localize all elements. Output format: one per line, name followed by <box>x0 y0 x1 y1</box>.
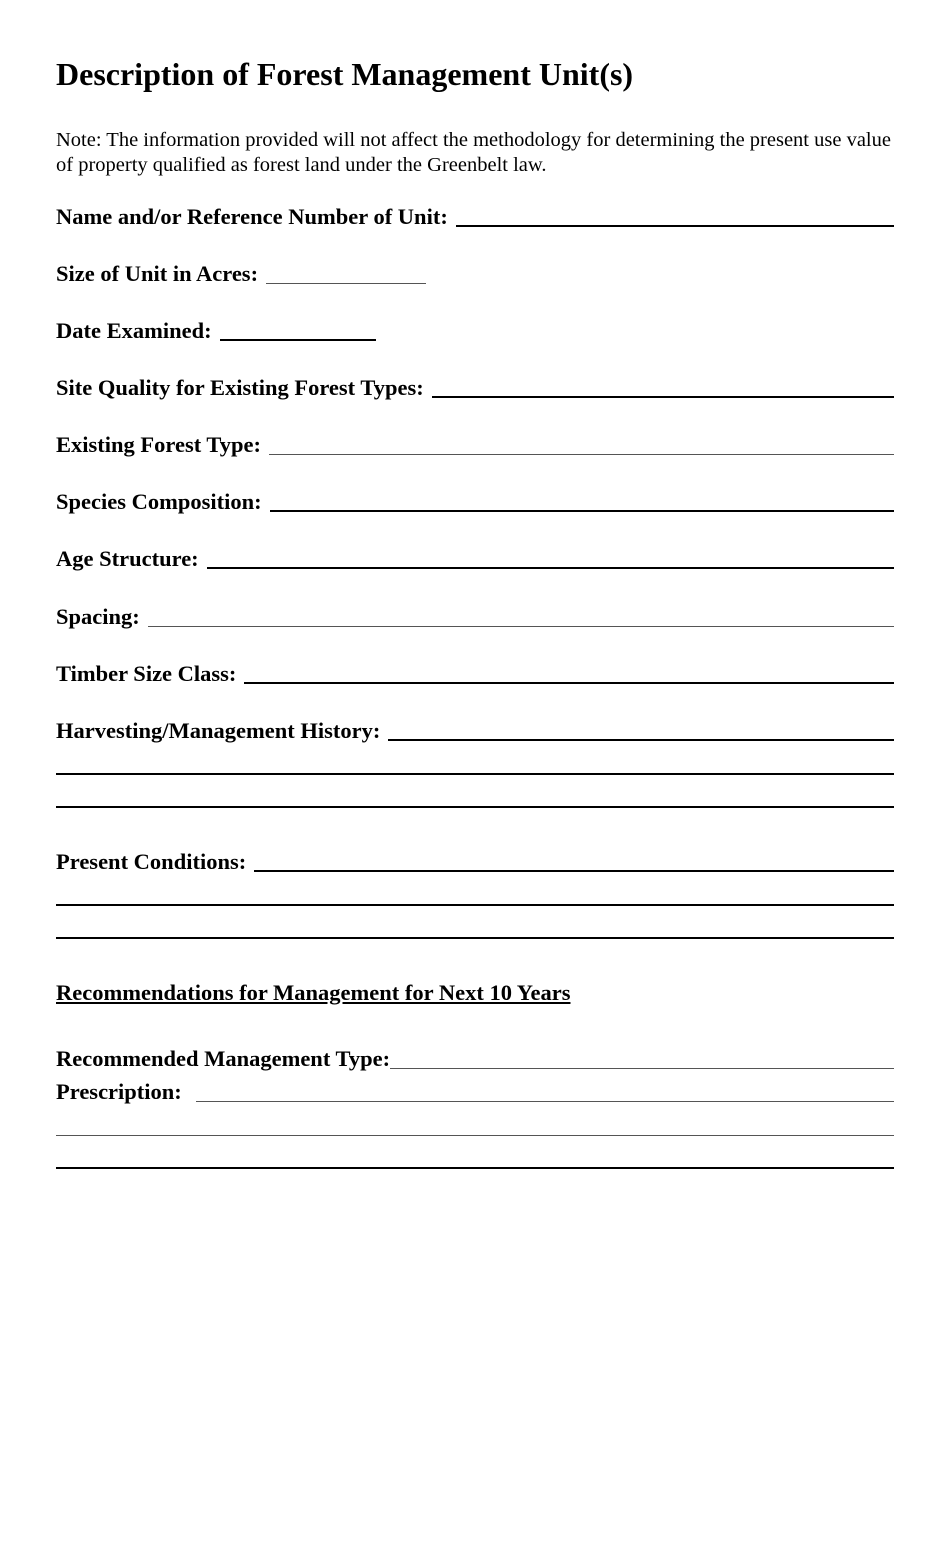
harvesting-input-line[interactable] <box>388 739 894 741</box>
field-label: Name and/or Reference Number of Unit: <box>56 204 448 229</box>
field-label: Prescription: <box>56 1079 182 1104</box>
forest-type-input-line[interactable] <box>269 454 894 455</box>
recommendations-heading: Recommendations for Management for Next 10 Years <box>56 980 571 1005</box>
field-label: Size of Unit in Acres: <box>56 261 259 286</box>
prescription-extra-line[interactable] <box>56 1167 894 1169</box>
unit-name-input-line[interactable] <box>456 225 894 227</box>
species-input-line[interactable] <box>270 510 894 512</box>
field-harvesting <box>56 714 894 744</box>
field-size <box>56 257 894 287</box>
field-present <box>56 845 894 875</box>
harvesting-extra-line[interactable] <box>56 773 894 775</box>
present-extra-line[interactable] <box>56 937 894 939</box>
field-label: Present Conditions: <box>56 849 247 874</box>
field-management-type <box>56 1042 894 1072</box>
field-label: Recommended Management Type: <box>56 1046 391 1071</box>
field-label: Age Structure: <box>56 546 199 571</box>
harvesting-extra-line[interactable] <box>56 806 894 808</box>
field-species <box>56 485 894 515</box>
field-date <box>56 314 894 344</box>
field-label: Existing Forest Type: <box>56 432 262 457</box>
present-extra-line[interactable] <box>56 904 894 906</box>
field-forest-type <box>56 428 894 458</box>
present-input-line[interactable] <box>254 870 894 872</box>
prescription-extra-line[interactable] <box>56 1135 894 1136</box>
field-label: Date Examined: <box>56 318 212 343</box>
field-unit-name <box>56 200 894 230</box>
field-site-quality <box>56 371 894 401</box>
spacing-input-line[interactable] <box>148 626 894 627</box>
field-spacing <box>56 600 894 630</box>
date-input-line[interactable] <box>220 339 376 341</box>
field-prescription <box>56 1075 894 1105</box>
prescription-input-line[interactable] <box>196 1101 894 1102</box>
field-label: Spacing: <box>56 604 140 629</box>
field-label: Harvesting/Management History: <box>56 718 381 743</box>
field-timber <box>56 657 894 687</box>
site-quality-input-line[interactable] <box>432 396 894 398</box>
timber-input-line[interactable] <box>244 682 894 684</box>
age-input-line[interactable] <box>207 567 894 569</box>
field-label: Species Composition: <box>56 489 262 514</box>
field-label: Timber Size Class: <box>56 661 237 686</box>
page-title: Description of Forest Management Unit(s) <box>56 56 634 92</box>
size-input-line[interactable] <box>266 283 426 284</box>
field-label: Site Quality for Existing Forest Types: <box>56 375 424 400</box>
management-type-input-line[interactable] <box>390 1068 894 1069</box>
note-text: Note: The information provided will not affect the methodology for determining the present use value of property qualified as forest land under the Greenbelt law. <box>56 129 891 176</box>
field-age <box>56 542 894 572</box>
